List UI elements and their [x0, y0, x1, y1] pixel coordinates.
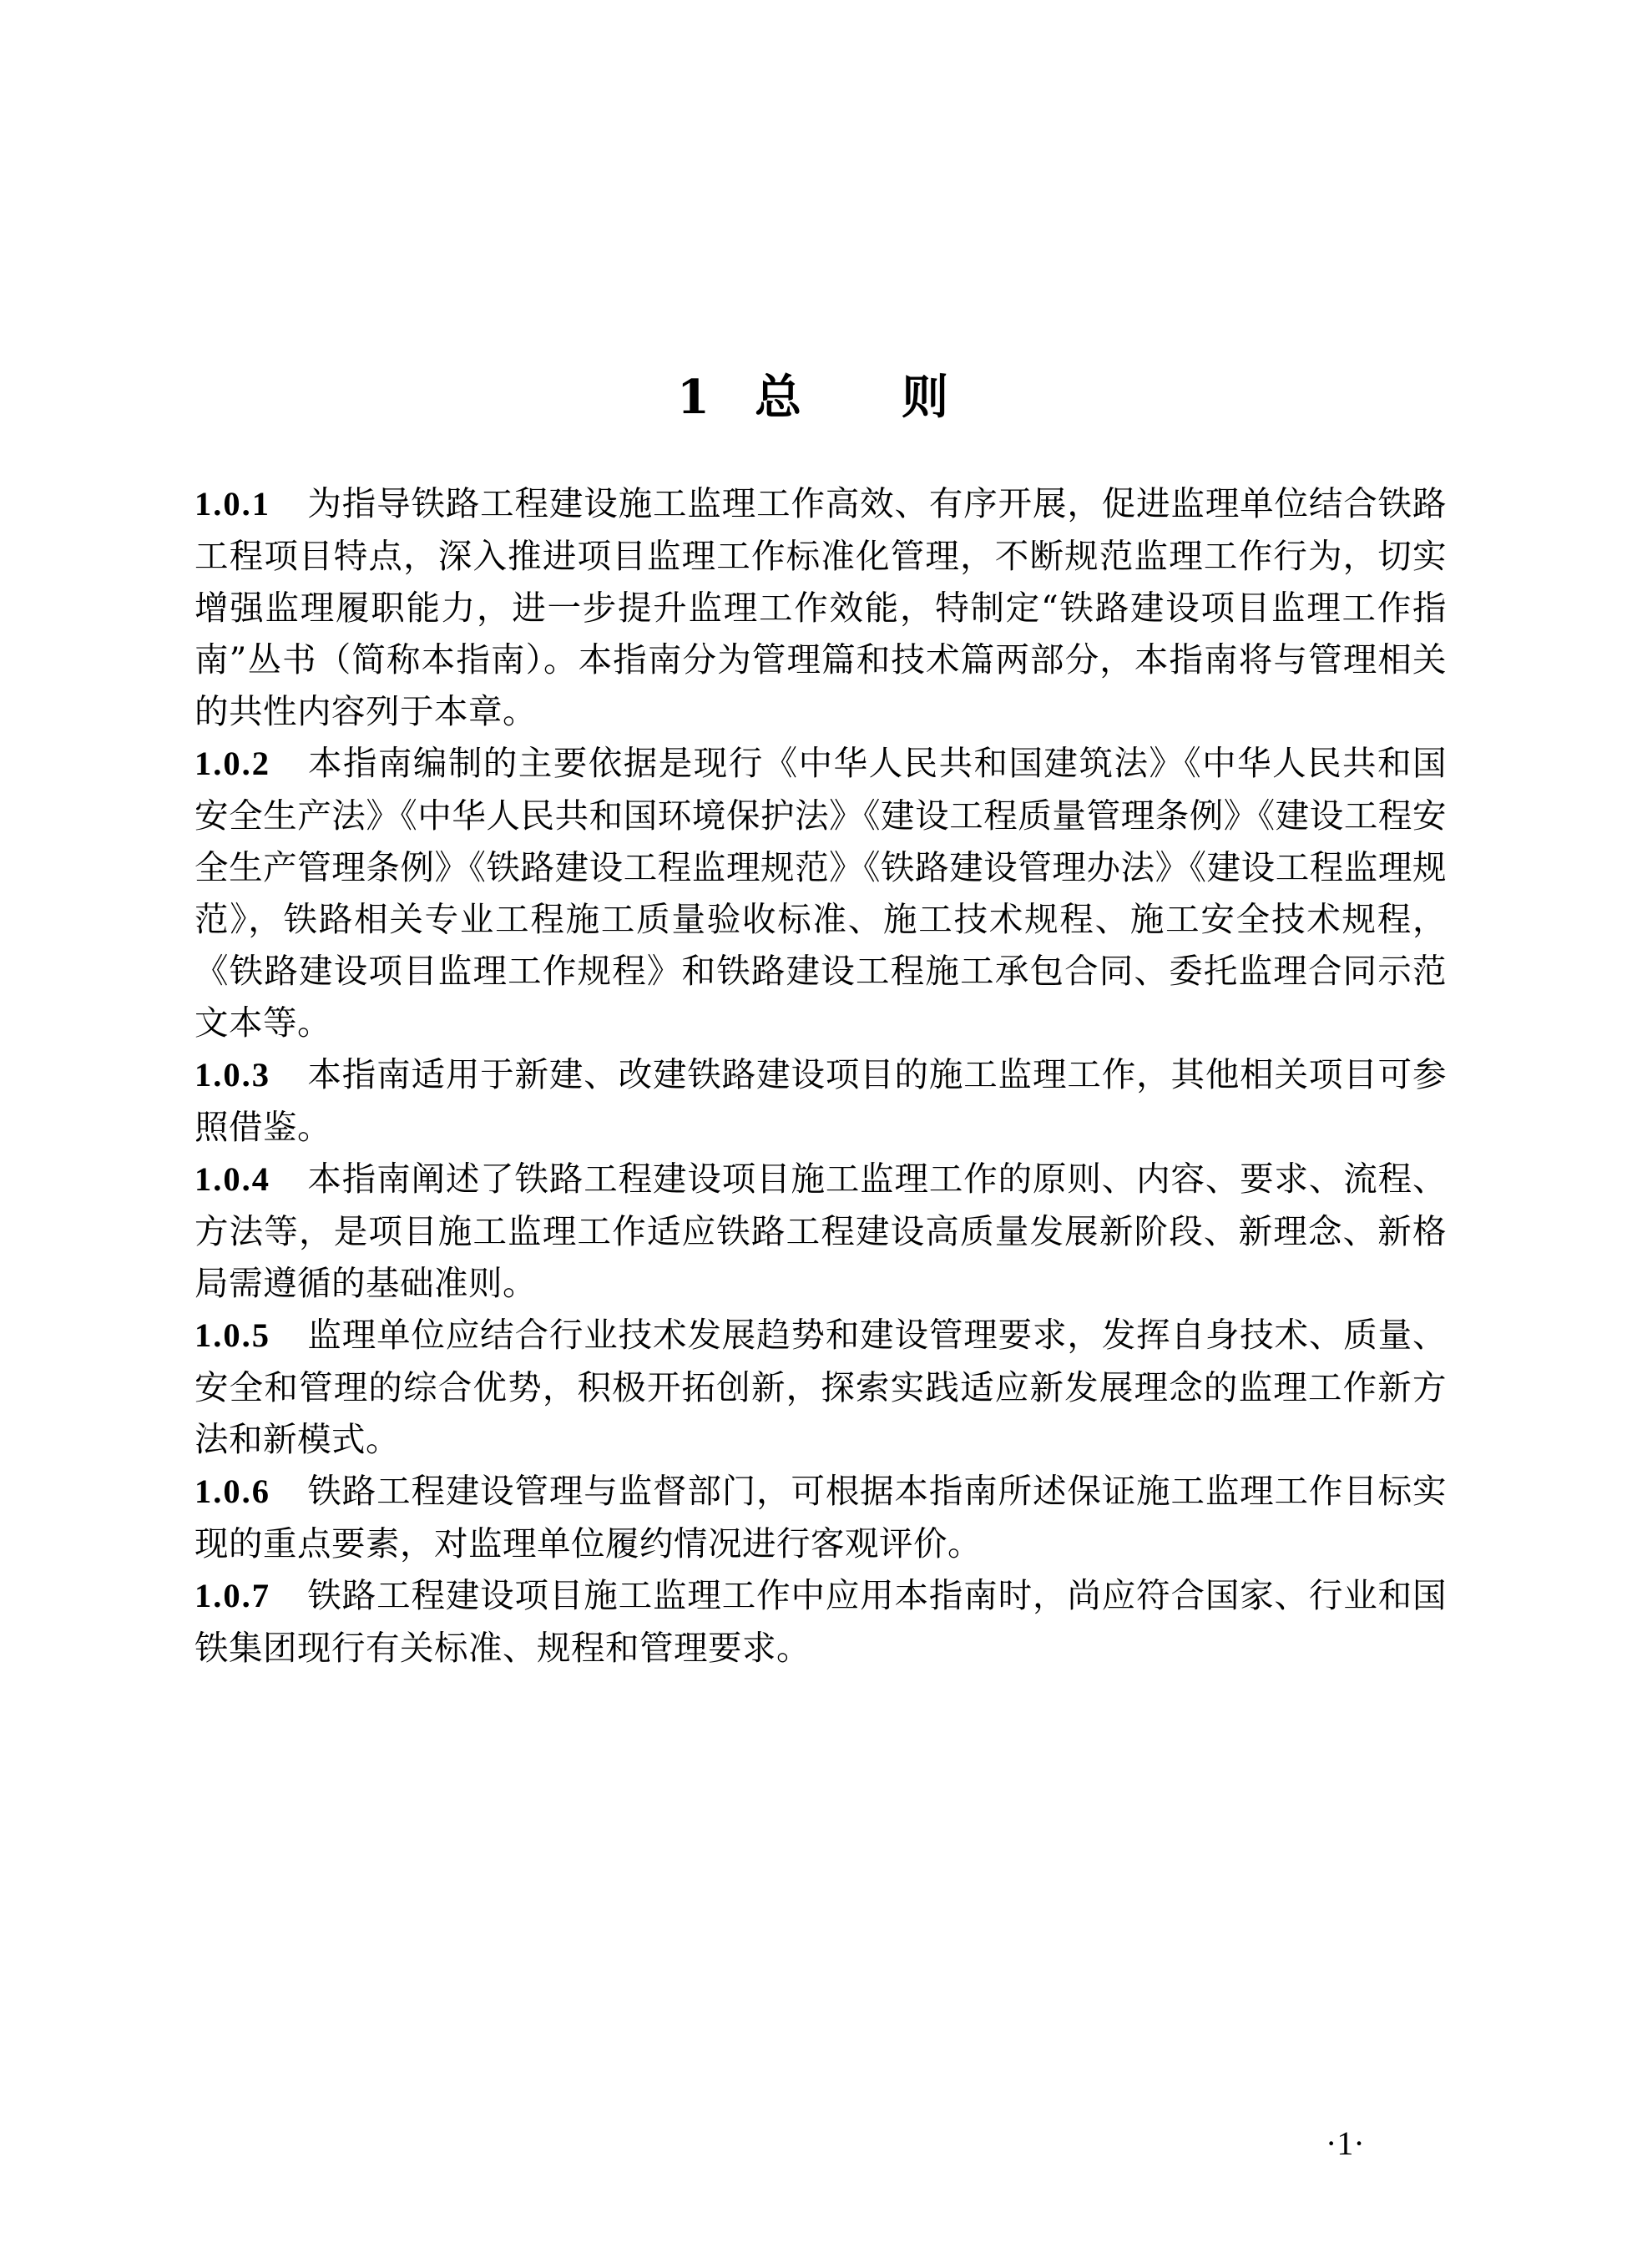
clause-number: 1.0.7	[195, 1577, 270, 1614]
clause-number: 1.0.1	[195, 485, 270, 523]
chapter-title	[0, 367, 1627, 427]
chapter-body	[195, 477, 1447, 1674]
clause-text: 铁路工程建设项目施工监理工作中应用本指南时，尚应符合国家、行业和国铁集团现行有关标准、规程和管理要求。	[195, 1575, 1447, 1668]
clause-1-0-5	[195, 1309, 1447, 1465]
clause-number: 1.0.2	[195, 745, 270, 782]
clause-1-0-1	[195, 477, 1447, 737]
chapter-number: 1	[677, 370, 711, 425]
clause-number: 1.0.6	[195, 1472, 270, 1510]
clause-1-0-7	[195, 1569, 1447, 1674]
page-number: ·1·	[1326, 2124, 1365, 2162]
clause-1-0-2	[195, 737, 1447, 1048]
clause-text: 本指南编制的主要依据是现行《中华人民共和国建筑法》《中华人民共和国安全生产法》《中华人民共和国环境保护法》《建设工程质量管理条例》《建设工程安全生产管理条例》《铁路建设工程监理规范》《铁路建设管理办法》《建设工程监理规范》，铁路相关专业工程施工质量验收标准、施工技术规程、施工安全技术规程，《铁路建设项目监理工作规程》和铁路建设工程施工承包合同、委托监理合同示范文本等。	[195, 743, 1447, 1043]
chapter-title-char-1: 总	[754, 370, 803, 425]
clause-text: 本指南适用于新建、改建铁路建设项目的施工监理工作，其他相关项目可参照借鉴。	[195, 1054, 1447, 1147]
clause-1-0-3	[195, 1048, 1447, 1153]
clause-text: 本指南阐述了铁路工程建设项目施工监理工作的原则、内容、要求、流程、方法等，是项目施工监理工作适应铁路工程建设高质量发展新阶段、新理念、新格局需遵循的基础准则。	[195, 1159, 1447, 1303]
clause-1-0-4	[195, 1153, 1447, 1309]
clause-text: 为指导铁路工程建设施工监理工作高效、有序开展，促进监理单位结合铁路工程项目特点，深入推进项目监理工作标准化管理，不断规范监理工作行为，切实增强监理履职能力，进一步提升监理工作效能，特制定“铁路建设项目监理工作指南”丛书（简称本指南）。本指南分为管理篇和技术篇两部分，本指南将与管理相关的共性内容列于本章。	[195, 483, 1447, 731]
clause-text: 监理单位应结合行业技术发展趋势和建设管理要求，发挥自身技术、质量、安全和管理的综合优势，积极开拓创新，探索实践适应新发展理念的监理工作新方法和新模式。	[195, 1315, 1447, 1459]
clause-number: 1.0.3	[195, 1056, 270, 1094]
clause-number: 1.0.4	[195, 1160, 270, 1198]
clause-number: 1.0.5	[195, 1316, 270, 1354]
clause-text: 铁路工程建设管理与监督部门，可根据本指南所述保证施工监理工作目标实现的重点要素，对监理单位履约情况进行客观评价。	[195, 1471, 1447, 1563]
chapter-title-char-2: 则	[901, 370, 950, 425]
clause-1-0-6	[195, 1465, 1447, 1569]
